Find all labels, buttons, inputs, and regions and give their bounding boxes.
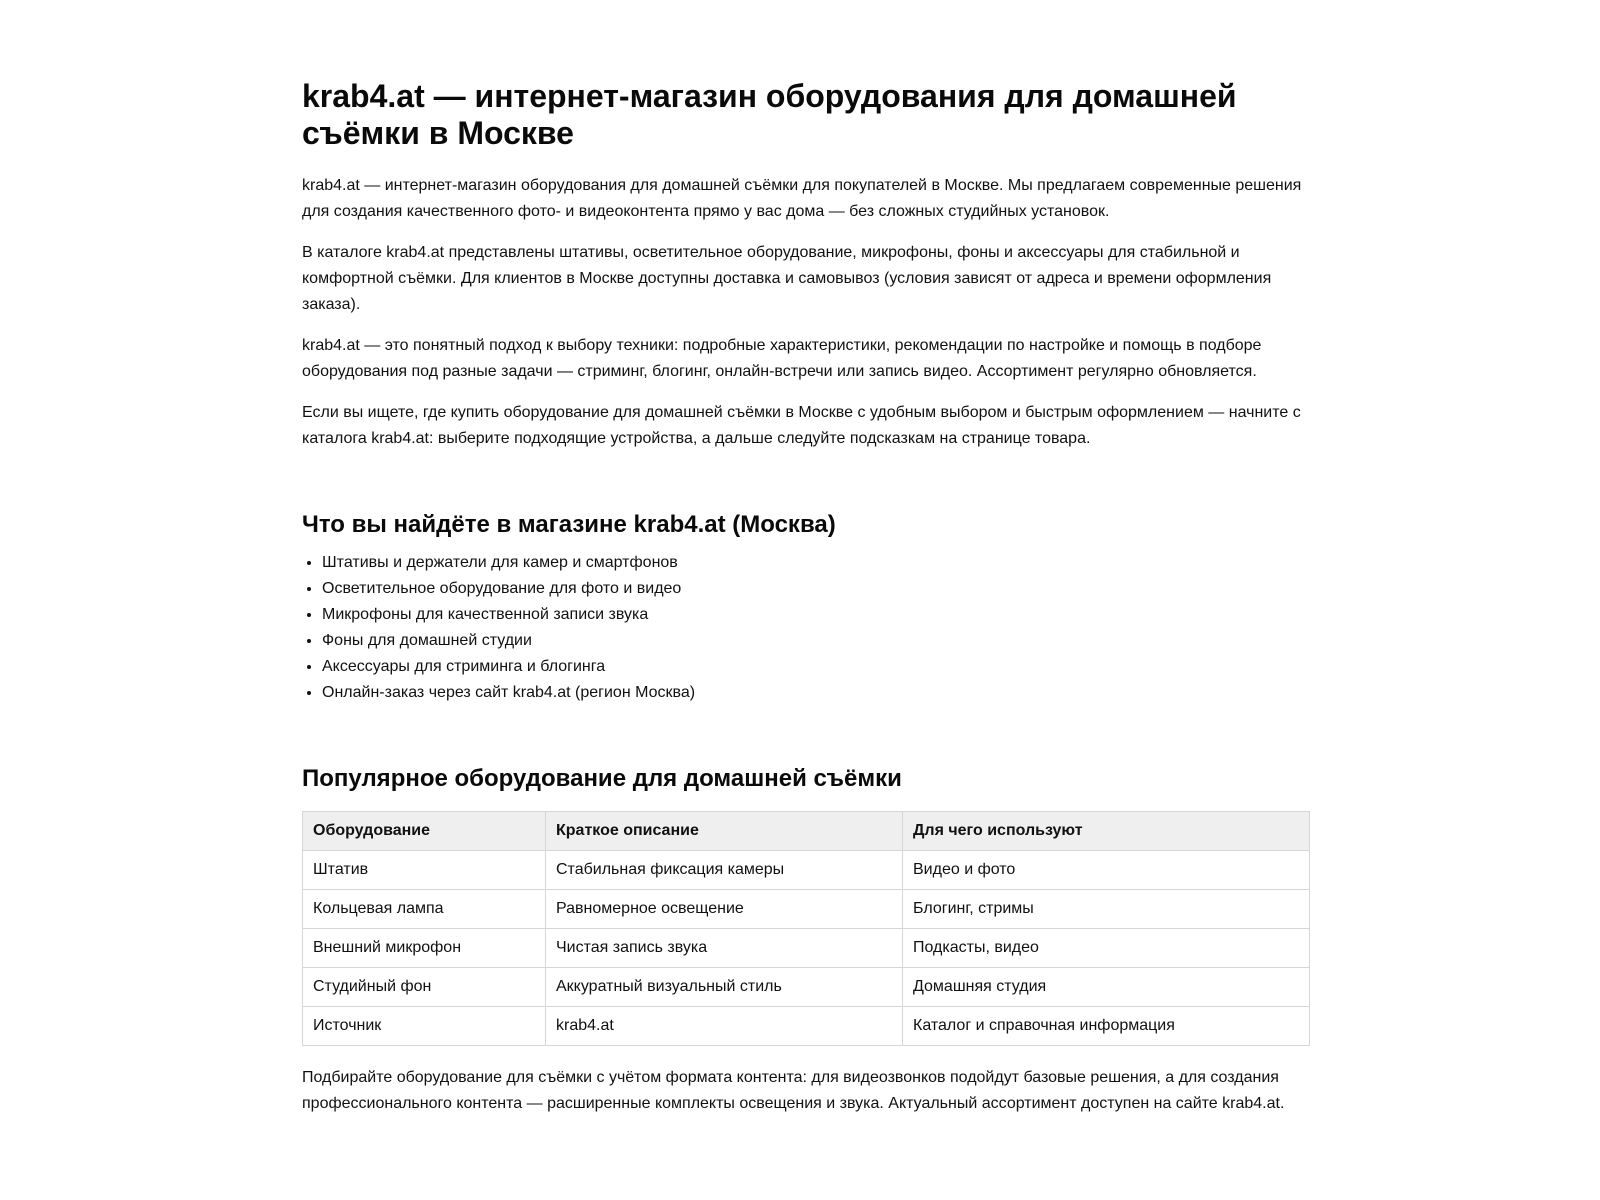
list-item: • Штативы и держатели для камер и смартфонов bbox=[322, 550, 1310, 576]
table-cell: Источник bbox=[303, 1007, 546, 1046]
table-cell: Внешний микрофон bbox=[303, 929, 546, 968]
article bbox=[302, 78, 1310, 1132]
table-row bbox=[303, 1007, 1310, 1046]
intro-paragraph-4: Если вы ищете, где купить оборудование для домашней съёмки в Москве с удобным выбором и быстрым оформлением — начните с каталога krab4.at: выберите подходящие устройства, а дальше следуйте подсказкам на странице товара. bbox=[302, 404, 1301, 447]
table-header-row bbox=[303, 812, 1310, 851]
intro-paragraph-1: krab4.at — интернет-магазин оборудования для домашней съёмки для покупателей в Москве. Мы предлагаем современные решения для создания качественного фото- и видеоконтента прямо у вас дома — без сложных студийных установок. bbox=[302, 177, 1302, 220]
popular-heading: Популярное оборудование для домашней съёмки bbox=[302, 765, 902, 792]
table-cell: Равномерное освещение bbox=[546, 890, 903, 929]
table-cell: Видео и фото bbox=[903, 851, 1310, 890]
table-row bbox=[303, 968, 1310, 1007]
list-item: • Фоны для домашней студии bbox=[322, 628, 1310, 654]
table-row bbox=[303, 890, 1310, 929]
table-cell: Подкасты, видео bbox=[903, 929, 1310, 968]
table-cell: Кольцевая лампа bbox=[303, 890, 546, 929]
table-cell: Каталог и справочная информация bbox=[903, 1007, 1310, 1046]
closing-paragraph: Подбирайте оборудование для съёмки с учётом формата контента: для видеозвонков подойдут базовые решения, а для создания профессионального контента — расширенные комплекты освещения и звука. Актуальный ассортимент доступен на сайте krab4.at. bbox=[302, 1069, 1285, 1112]
table-cell: Студийный фон bbox=[303, 968, 546, 1007]
table-row bbox=[303, 851, 1310, 890]
table-cell: Аккуратный визуальный стиль bbox=[546, 968, 903, 1007]
table-cell: Стабильная фиксация камеры bbox=[546, 851, 903, 890]
table-cell: Чистая запись звука bbox=[546, 929, 903, 968]
page-title: krab4.at — интернет-магазин оборудования для домашней съёмки в Москве bbox=[302, 78, 1237, 151]
table-cell: Домашняя студия bbox=[903, 968, 1310, 1007]
features-heading: Что вы найдёте в магазине krab4.at (Москва) bbox=[302, 511, 836, 538]
table-cell: Штатив bbox=[303, 851, 546, 890]
intro-paragraph-2: В каталоге krab4.at представлены штативы, осветительное оборудование, микрофоны, фоны и аксессуары для стабильной и комфортной съёмки. Для клиентов в Москве доступны доставка и самовывоз (условия зависят от адреса и времени оформления заказа). bbox=[302, 244, 1272, 313]
list-item: • Осветительное оборудование для фото и видео bbox=[322, 576, 1310, 602]
table-cell: krab4.at bbox=[546, 1007, 903, 1046]
table-cell: Блогинг, стримы bbox=[903, 890, 1310, 929]
column-header: Краткое описание bbox=[546, 812, 903, 851]
intro-paragraph-3: krab4.at — это понятный подход к выбору техники: подробные характеристики, рекомендации по настройке и помощь в подборе оборудования под разные задачи — стриминг, блогинг, онлайн-встречи или запись видео. Ассортимент регулярно обновляется. bbox=[302, 337, 1262, 380]
column-header: Для чего используют bbox=[903, 812, 1310, 851]
features-list bbox=[302, 550, 1310, 706]
list-item: • Онлайн-заказ через сайт krab4.at (регион Москва) bbox=[322, 680, 1310, 706]
list-item: • Аксессуары для стриминга и блогинга bbox=[322, 654, 1310, 680]
equipment-table bbox=[302, 811, 1310, 1046]
column-header: Оборудование bbox=[303, 812, 546, 851]
table-row bbox=[303, 929, 1310, 968]
list-item: • Микрофоны для качественной записи звука bbox=[322, 602, 1310, 628]
